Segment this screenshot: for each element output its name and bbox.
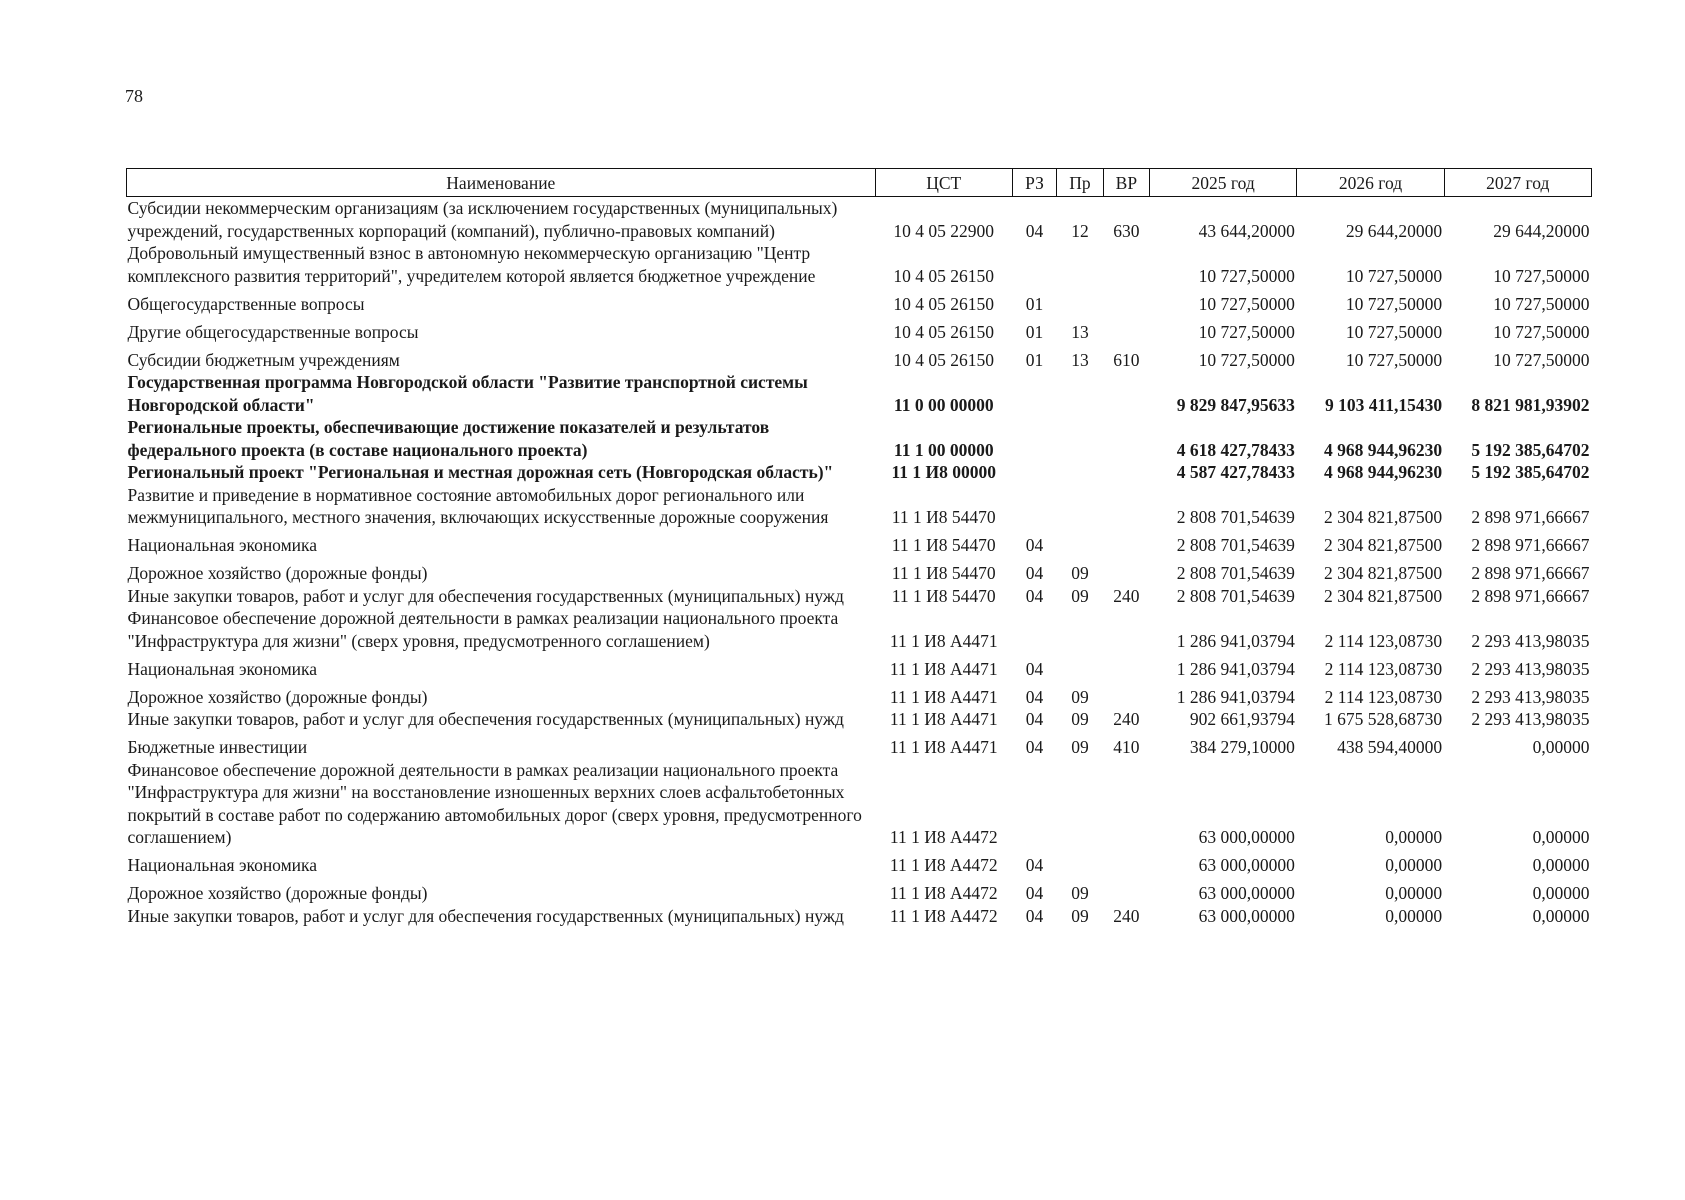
amount-2025-cell: 4 618 427,78433 <box>1176 439 1295 460</box>
amount-2026-cell: 2 114 123,08730 <box>1324 686 1443 707</box>
vr-cell <box>1103 242 1149 287</box>
vr-cell <box>1103 607 1149 652</box>
cst-cell: 10 4 05 26150 <box>893 265 995 286</box>
amount-2027-cell: 2 293 413,98035 <box>1471 658 1590 679</box>
vr-cell <box>1103 287 1149 315</box>
pr-cell: 09 <box>1071 563 1089 583</box>
table-row <box>127 242 1592 287</box>
amount-2027-cell: 2 293 413,98035 <box>1471 630 1590 651</box>
vr-cell: 240 <box>1113 585 1140 606</box>
amount-2025-cell: 1 286 941,03794 <box>1176 630 1295 651</box>
cst-cell: 11 1 И8 А4471 <box>889 686 998 707</box>
amount-2025-cell: 902 661,93794 <box>1189 709 1295 729</box>
amount-2027-cell: 2 898 971,66667 <box>1471 563 1590 583</box>
name-cell: Региональный проект "Региональная и местная дорожная сеть (Новгородская область)" <box>127 462 834 482</box>
amount-2026-cell: 10 727,50000 <box>1345 321 1443 342</box>
amount-2026-cell: 0,00000 <box>1385 827 1443 847</box>
name-cell: Дорожное хозяйство (дорожные фонды) <box>127 563 428 583</box>
vr-cell: 630 <box>1113 220 1140 241</box>
rz-cell <box>1012 371 1056 416</box>
table-row <box>127 849 1592 877</box>
amount-2026-cell: 2 304 821,87500 <box>1324 535 1443 555</box>
amount-2027-cell: 0,00000 <box>1532 827 1590 847</box>
pr-cell <box>1057 242 1103 287</box>
name-cell: Субсидии бюджетным учреждениям <box>127 349 400 370</box>
amount-2026-cell: 2 304 821,87500 <box>1324 507 1443 527</box>
table-row <box>127 877 1592 905</box>
amount-2025-cell: 2 808 701,54639 <box>1176 563 1295 583</box>
amount-2027-cell: 2 898 971,66667 <box>1471 535 1590 555</box>
rz-cell: 04 <box>1025 883 1044 903</box>
pr-cell <box>1057 371 1103 416</box>
rz-cell <box>1012 484 1056 529</box>
table-row <box>127 759 1592 849</box>
vr-cell <box>1103 680 1149 708</box>
column-header-2027: 2027 год <box>1444 169 1591 197</box>
vr-cell <box>1103 461 1149 484</box>
pr-cell <box>1057 529 1103 557</box>
vr-cell: 240 <box>1113 709 1140 729</box>
rz-cell: 04 <box>1025 737 1044 757</box>
amount-2026-cell: 2 304 821,87500 <box>1324 585 1443 606</box>
amount-2026-cell: 4 968 944,96230 <box>1324 439 1443 460</box>
cst-cell: 10 4 05 22900 <box>893 220 995 241</box>
cst-cell: 11 1 И8 А4471 <box>889 709 998 729</box>
rz-cell: 04 <box>1025 563 1044 583</box>
amount-2025-cell: 384 279,10000 <box>1189 737 1295 757</box>
column-header-2025: 2025 год <box>1150 169 1297 197</box>
vr-cell <box>1103 529 1149 557</box>
amount-2026-cell: 10 727,50000 <box>1345 349 1443 370</box>
amount-2027-cell: 8 821 981,93902 <box>1471 394 1590 415</box>
table-row <box>127 708 1592 731</box>
amount-2027-cell: 2 898 971,66667 <box>1471 585 1590 606</box>
amount-2026-cell: 10 727,50000 <box>1345 293 1443 314</box>
pr-cell: 13 <box>1071 321 1089 342</box>
rz-cell <box>1012 461 1056 484</box>
vr-cell <box>1103 557 1149 585</box>
amount-2025-cell: 10 727,50000 <box>1198 265 1295 286</box>
table-row <box>127 484 1592 529</box>
rz-cell: 01 <box>1025 293 1044 314</box>
table-row <box>127 343 1592 371</box>
amount-2026-cell: 438 594,40000 <box>1337 737 1443 757</box>
amount-2027-cell: 2 898 971,66667 <box>1471 507 1590 527</box>
rz-cell: 04 <box>1025 585 1044 606</box>
vr-cell <box>1103 315 1149 343</box>
name-cell: Субсидии некоммерческим организациям (за исключением государственных (муниципальных) учреждений, государственных корпораций (компаний), публично-правовых компаний) <box>127 198 838 241</box>
amount-2025-cell: 63 000,00000 <box>1198 883 1295 903</box>
table-row <box>127 197 1592 243</box>
cst-cell: 10 4 05 26150 <box>893 293 995 314</box>
cst-cell: 11 1 00 00000 <box>893 439 994 460</box>
rz-cell: 04 <box>1025 686 1044 707</box>
rz-cell <box>1012 607 1056 652</box>
amount-2025-cell: 2 808 701,54639 <box>1176 535 1295 555</box>
table-row <box>127 287 1592 315</box>
cst-cell: 10 4 05 26150 <box>893 321 995 342</box>
pr-cell <box>1057 849 1103 877</box>
table-header-row <box>127 169 1592 197</box>
amount-2026-cell: 9 103 411,15430 <box>1324 394 1443 415</box>
cst-cell: 11 1 И8 А4472 <box>889 883 998 903</box>
pr-cell <box>1057 416 1103 461</box>
column-header-cst: ЦСТ <box>875 169 1012 197</box>
cst-cell: 11 1 И8 А4471 <box>889 630 998 651</box>
table-row <box>127 315 1592 343</box>
name-cell: Добровольный имущественный взнос в автономную некоммерческую организацию "Центр комплексного развития территорий", учредителем которой является бюджетное учреждение <box>127 243 816 286</box>
rz-cell: 04 <box>1025 535 1044 555</box>
name-cell: Общегосударственные вопросы <box>127 293 365 314</box>
name-cell: Дорожное хозяйство (дорожные фонды) <box>127 686 428 707</box>
amount-2025-cell: 2 808 701,54639 <box>1176 507 1295 527</box>
pr-cell: 09 <box>1071 883 1089 903</box>
pr-cell <box>1057 461 1103 484</box>
amount-2027-cell: 10 727,50000 <box>1493 349 1590 370</box>
table-row <box>127 461 1592 484</box>
amount-2026-cell: 10 727,50000 <box>1345 265 1443 286</box>
cst-cell: 11 1 И8 54470 <box>891 507 996 527</box>
vr-cell: 610 <box>1113 349 1140 370</box>
pr-cell <box>1057 484 1103 529</box>
rz-cell: 04 <box>1025 855 1044 875</box>
amount-2025-cell: 10 727,50000 <box>1198 293 1295 314</box>
cst-cell: 11 1 И8 54470 <box>891 563 996 583</box>
name-cell: Национальная экономика <box>127 535 318 555</box>
amount-2027-cell: 29 644,20000 <box>1493 220 1590 241</box>
amount-2027-cell: 2 293 413,98035 <box>1471 686 1590 707</box>
column-header-rz: РЗ <box>1012 169 1056 197</box>
cst-cell: 11 0 00 00000 <box>893 394 994 415</box>
pr-cell: 12 <box>1071 220 1089 241</box>
cst-cell: 11 1 И8 А4471 <box>889 658 998 679</box>
amount-2027-cell: 0,00000 <box>1532 737 1590 757</box>
name-cell: Региональные проекты, обеспечивающие достижение показателей и результатов федерального проекта (в составе национального проекта) <box>127 417 770 460</box>
page-number: 78 <box>125 86 143 106</box>
name-cell: Государственная программа Новгородской области "Развитие транспортной системы Новгородской области" <box>127 372 808 415</box>
column-header-2026: 2026 год <box>1297 169 1444 197</box>
table-row <box>127 680 1592 708</box>
vr-cell <box>1103 371 1149 416</box>
pr-cell: 09 <box>1071 686 1089 707</box>
amount-2026-cell: 1 675 528,68730 <box>1324 709 1443 729</box>
table-row <box>127 731 1592 759</box>
column-header-vr: ВР <box>1103 169 1149 197</box>
cst-cell: 11 1 И8 А4472 <box>889 855 998 875</box>
rz-cell: 01 <box>1025 321 1044 342</box>
pr-cell: 09 <box>1071 905 1089 926</box>
amount-2025-cell: 1 286 941,03794 <box>1176 686 1295 707</box>
table-row <box>127 905 1592 928</box>
name-cell: Другие общегосударственные вопросы <box>127 321 419 342</box>
amount-2025-cell: 63 000,00000 <box>1198 827 1295 847</box>
name-cell: Бюджетные инвестиции <box>127 737 308 757</box>
amount-2027-cell: 0,00000 <box>1532 855 1590 875</box>
vr-cell <box>1103 759 1149 849</box>
vr-cell <box>1103 652 1149 680</box>
rz-cell <box>1012 416 1056 461</box>
table-row <box>127 416 1592 461</box>
amount-2025-cell: 10 727,50000 <box>1198 321 1295 342</box>
cst-cell: 11 1 И8 00000 <box>891 462 996 482</box>
cst-cell: 11 1 И8 А4472 <box>889 827 998 847</box>
pr-cell: 09 <box>1071 585 1089 606</box>
rz-cell: 04 <box>1025 220 1044 241</box>
amount-2025-cell: 10 727,50000 <box>1198 349 1295 370</box>
amount-2026-cell: 2 304 821,87500 <box>1324 563 1443 583</box>
name-cell: Национальная экономика <box>127 658 318 679</box>
name-cell: Финансовое обеспечение дорожной деятельности в рамках реализации национального проекта "Инфраструктура для жизни" на восстановление изношенных верхних слоев асфальтобетонных покрытий в составе работ по содержанию автомобильных дорог (сверх уровня, предусмотренного соглашением) <box>127 759 862 847</box>
pr-cell: 09 <box>1071 709 1089 729</box>
amount-2026-cell: 29 644,20000 <box>1345 220 1443 241</box>
vr-cell <box>1103 849 1149 877</box>
amount-2027-cell: 0,00000 <box>1532 883 1590 903</box>
cst-cell: 11 1 И8 54470 <box>891 585 996 606</box>
amount-2026-cell: 4 968 944,96230 <box>1324 462 1443 482</box>
cst-cell: 11 1 И8 А4471 <box>889 737 998 757</box>
pr-cell: 13 <box>1071 349 1089 370</box>
amount-2027-cell: 2 293 413,98035 <box>1471 709 1590 729</box>
rz-cell: 01 <box>1025 349 1044 370</box>
name-cell: Национальная экономика <box>127 855 318 875</box>
name-cell: Дорожное хозяйство (дорожные фонды) <box>127 883 428 903</box>
pr-cell <box>1057 652 1103 680</box>
amount-2025-cell: 63 000,00000 <box>1198 905 1295 926</box>
amount-2026-cell: 2 114 123,08730 <box>1324 658 1443 679</box>
pr-cell <box>1057 759 1103 849</box>
budget-table <box>126 168 1592 927</box>
name-cell: Иные закупки товаров, работ и услуг для обеспечения государственных (муниципальных) нужд <box>127 709 844 729</box>
table-row <box>127 652 1592 680</box>
amount-2025-cell: 4 587 427,78433 <box>1176 462 1295 482</box>
amount-2027-cell: 10 727,50000 <box>1493 321 1590 342</box>
amount-2025-cell: 2 808 701,54639 <box>1176 585 1295 606</box>
vr-cell <box>1103 416 1149 461</box>
table-row <box>127 585 1592 608</box>
amount-2025-cell: 43 644,20000 <box>1198 220 1295 241</box>
amount-2027-cell: 10 727,50000 <box>1493 265 1590 286</box>
cst-cell: 11 1 И8 54470 <box>891 535 996 555</box>
amount-2026-cell: 2 114 123,08730 <box>1324 630 1443 651</box>
table-row <box>127 529 1592 557</box>
vr-cell: 410 <box>1113 737 1140 757</box>
column-header-pr: Пр <box>1057 169 1103 197</box>
rz-cell <box>1012 242 1056 287</box>
rz-cell: 04 <box>1025 709 1044 729</box>
table-row <box>127 607 1592 652</box>
cst-cell: 10 4 05 26150 <box>893 349 995 370</box>
name-cell: Финансовое обеспечение дорожной деятельности в рамках реализации национального проекта "Инфраструктура для жизни" (сверх уровня, предусмотренного соглашением) <box>127 608 839 651</box>
amount-2027-cell: 10 727,50000 <box>1493 293 1590 314</box>
amount-2025-cell: 9 829 847,95633 <box>1176 394 1295 415</box>
column-header-name: Наименование <box>127 169 876 197</box>
rz-cell: 04 <box>1025 658 1044 679</box>
amount-2027-cell: 5 192 385,64702 <box>1471 462 1590 482</box>
name-cell: Развитие и приведение в нормативное состояние автомобильных дорог регионального или межмуниципального, местного значения, включающих искусственные дорожные сооружения <box>127 484 829 527</box>
amount-2025-cell: 63 000,00000 <box>1198 855 1295 875</box>
amount-2026-cell: 0,00000 <box>1385 855 1443 875</box>
vr-cell <box>1103 877 1149 905</box>
cst-cell: 11 1 И8 А4472 <box>889 905 998 926</box>
amount-2026-cell: 0,00000 <box>1385 883 1443 903</box>
rz-cell <box>1012 759 1056 849</box>
vr-cell <box>1103 484 1149 529</box>
amount-2027-cell: 5 192 385,64702 <box>1471 439 1590 460</box>
amount-2026-cell: 0,00000 <box>1385 905 1443 926</box>
table-body <box>127 197 1592 928</box>
table-row <box>127 371 1592 416</box>
rz-cell: 04 <box>1025 905 1044 926</box>
amount-2025-cell: 1 286 941,03794 <box>1176 658 1295 679</box>
pr-cell <box>1057 607 1103 652</box>
pr-cell: 09 <box>1071 737 1089 757</box>
vr-cell: 240 <box>1113 905 1140 926</box>
name-cell: Иные закупки товаров, работ и услуг для обеспечения государственных (муниципальных) нужд <box>127 585 844 606</box>
name-cell: Иные закупки товаров, работ и услуг для обеспечения государственных (муниципальных) нужд <box>127 905 844 926</box>
table-row <box>127 557 1592 585</box>
amount-2027-cell: 0,00000 <box>1532 905 1590 926</box>
pr-cell <box>1057 287 1103 315</box>
